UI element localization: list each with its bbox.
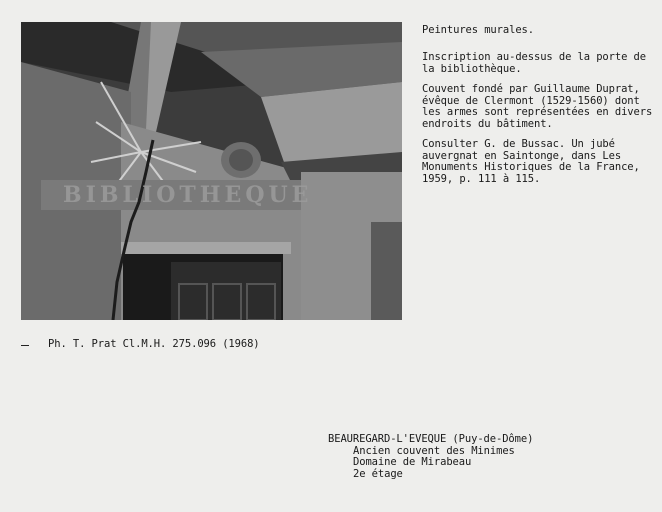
note-inscription-line-2: la bibliothèque. (422, 62, 522, 75)
note-title: Peintures murales. (422, 24, 534, 36)
note-reference-line-2: auvergnat en Saintonge, dans Les (422, 149, 622, 162)
note-convent-line-4: endroits du bâtiment. (422, 117, 553, 130)
note-inscription-line-1: Inscription au-dessus de la porte de (422, 51, 646, 63)
location-floor: 2e étage (353, 467, 403, 480)
note-convent-line-2: évêque de Clermont (1529-1560) dont (422, 94, 640, 107)
archival-photograph (21, 22, 402, 320)
note-reference-line-1: Consulter G. de Bussac. Un jubé (422, 138, 615, 150)
photo-credit: Ph. T. Prat Cl.M.H. 275.096 (1968) (48, 338, 260, 350)
note-reference-line-4: 1959, p. 111 à 115. (422, 172, 541, 185)
wall-inscription: BIBLIOTHEQUE (63, 182, 313, 208)
credit-dash (21, 345, 29, 346)
location-commune: BEAUREGARD-L'EVEQUE (Puy-de-Dôme) (328, 433, 534, 445)
note-convent-line-3: les armes sont représentées en divers (422, 106, 653, 118)
note-convent-line-1: Couvent fondé par Guillaume Duprat, (422, 83, 640, 95)
location-domain: Domaine de Mirabeau (353, 456, 472, 468)
location-site: Ancien couvent des Minimes (353, 444, 515, 457)
note-reference-line-3: Monuments Historiques de la France, (422, 161, 640, 173)
